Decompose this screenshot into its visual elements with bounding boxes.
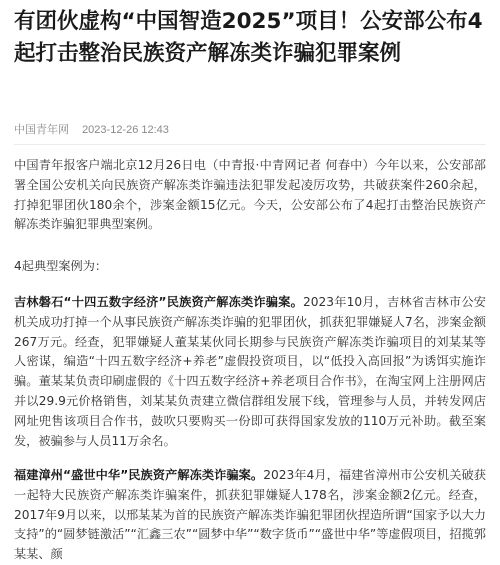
article-source[interactable]: 中国青年网 xyxy=(14,124,69,136)
article-meta xyxy=(14,121,169,137)
case-list-heading: 4起典型案例为： xyxy=(14,259,108,273)
case-1-heading: 吉林磐石“十四五数字经济”民族资产解冻类诈骗案。 xyxy=(14,295,303,309)
intro-paragraph: 中国青年报客户端北京12月26日电（中青报·中青网记者 何春中）今年以来，公安部部署全国公安机关向民族资产解冻类诈骗违法犯罪发起凌厉攻势，共破获案件260余起，打掉犯罪团伙180余个，涉案金额15亿元。今天，公安部公布了4起打击整治民族资产解冻类诈骗犯罪典型案例。 xyxy=(14,158,486,232)
case-2-body: 2023年4月，福建省漳州市公安机关破获一起特大民族资产解冻类诈骗案件，抓获犯罪嫌疑人178名，涉案金额2亿元。经查，2017年9月以来，以邢某某为首的民族资产解冻类诈骗犯罪团伙捏造所谓“国家予以大力支持”的“圆梦链激活”“汇鑫三农”“圆梦中华”“数字货币”“盛世中华”等虚假项目，招揽郭某某、颜 xyxy=(14,468,486,562)
article-timestamp: 2023-12-26 12:43 xyxy=(82,124,169,136)
meta-divider xyxy=(14,144,486,145)
case-2-heading: 福建漳州“盛世中华”民族资产解冻类诈骗案。 xyxy=(14,468,264,482)
case-2-paragraph xyxy=(14,466,486,565)
case-1-body: 2023年10月，吉林省吉林市公安机关成功打掉一个从事民族资产解冻类诈骗的犯罪团伙，抓获犯罪嫌疑人7名，涉案金额267万元。经查，犯罪嫌疑人董某某伙同长期参与民族资产解冻类诈骗项目的刘某某等人密谋，编造“十四五数字经济+养老”虚假投资项目，以“低投入高回报”为诱饵实施诈骗。董某某负责印刷虚假的《十四五数字经济+养老项目合作书》，在淘宝网上注册网店并以29.9元价格销售，刘某某负责建立微信群组发展下线，管理参与人员，并转发网店网址兜售该项目合作书，鼓吹只要购买一份即可获得国家发放的110万元补助。截至案发，被骗参与人员11万余名。 xyxy=(14,295,486,448)
article-title: 有团伙虚构“中国智造2025”项目！公安部公布4起打击整治民族资产解冻类诈骗犯罪案例 xyxy=(14,9,483,66)
case-1-paragraph xyxy=(14,293,486,451)
